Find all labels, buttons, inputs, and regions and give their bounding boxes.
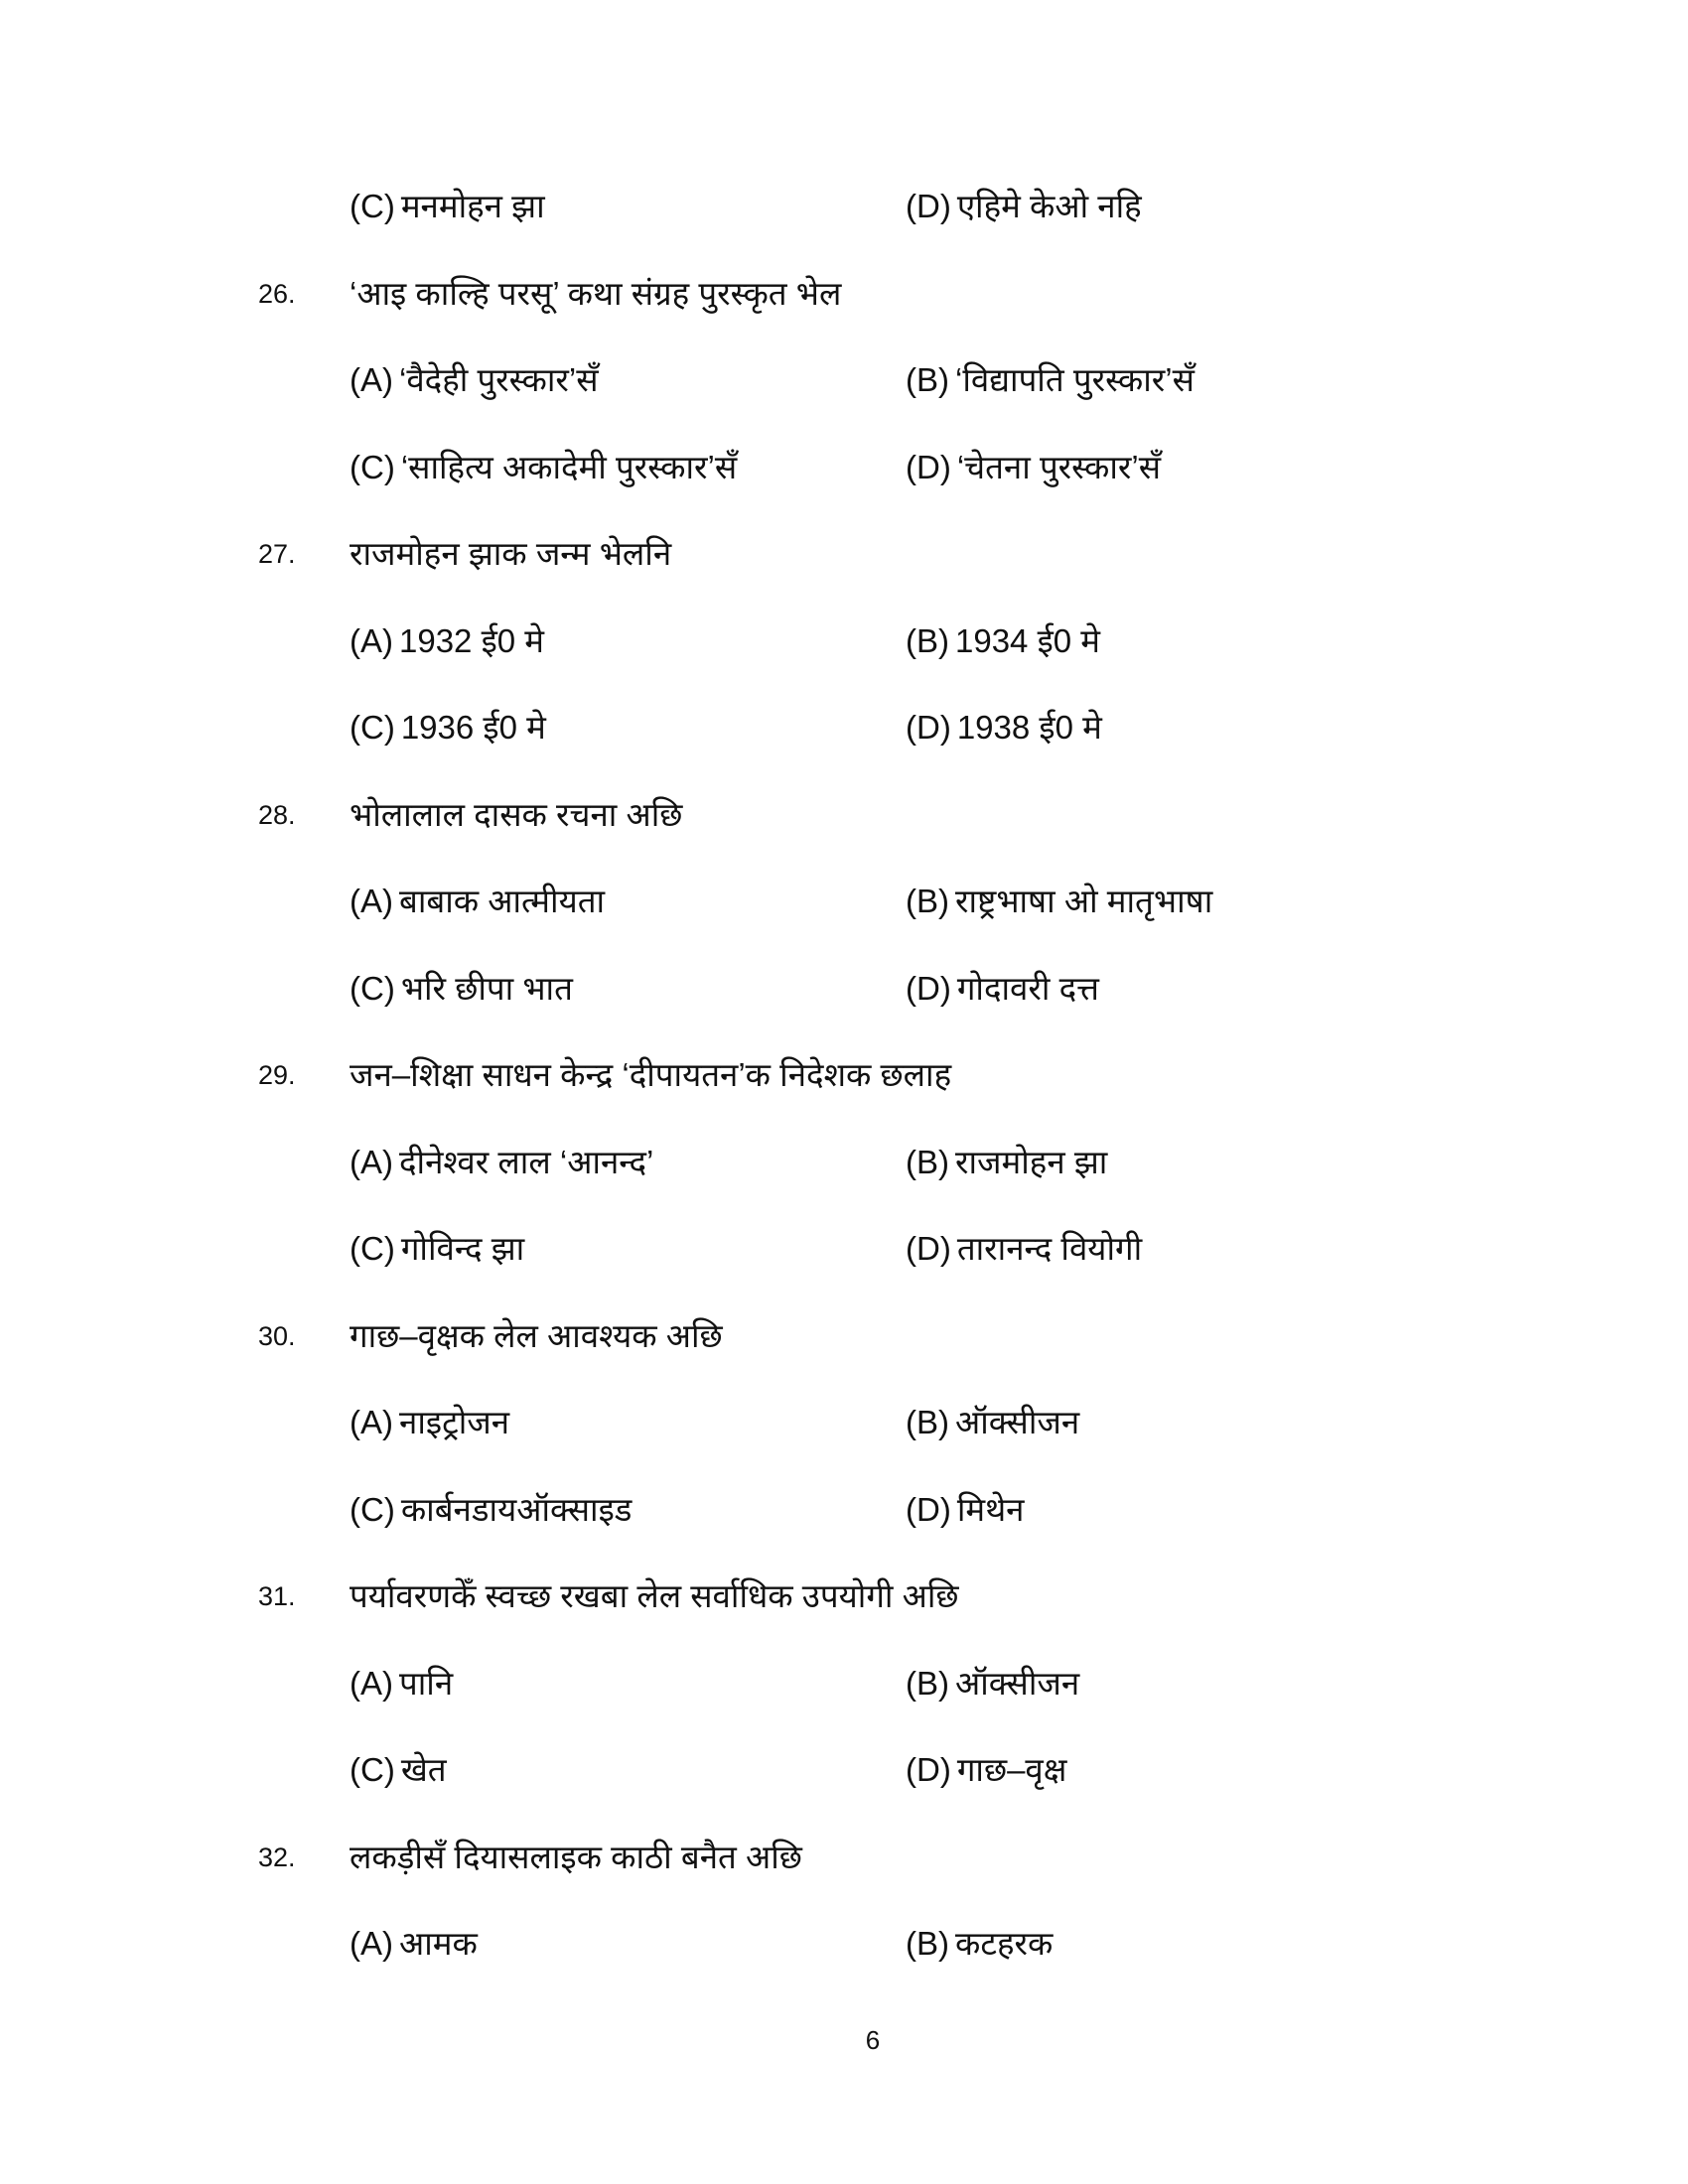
question-number: 32. — [258, 1843, 296, 1872]
option-b — [906, 358, 1195, 402]
option-text: 1938 ई0 मे — [956, 709, 1102, 746]
option-label: (A) — [350, 622, 393, 659]
option-a — [350, 1922, 478, 1966]
option-text: मनमोहन झा — [400, 188, 545, 224]
option-a — [350, 1141, 653, 1184]
option-d — [906, 1227, 1142, 1271]
option-d — [906, 967, 1099, 1011]
option-text: गाछ–वृक्ष — [956, 1751, 1067, 1788]
option-row — [0, 1488, 1688, 1532]
question-text: पर्यावरणकेँ स्वच्छ रखबा लेल सर्वाधिक उपयोगी अछि — [350, 1577, 959, 1614]
option-label: (B) — [906, 1404, 949, 1440]
option-text: एहिमे केओ नहि — [956, 188, 1142, 224]
option-row — [0, 185, 1688, 228]
question-31 — [0, 1574, 1688, 1618]
option-text: 1932 ई0 मे — [399, 622, 545, 659]
option-label: (B) — [906, 361, 949, 398]
option-text: ऑक्सीजन — [955, 1404, 1080, 1440]
question-32 — [0, 1836, 1688, 1879]
option-label: (B) — [906, 883, 949, 919]
question-text: लकड़ीसँ दियासलाइक काठी बनैत अछि — [350, 1839, 802, 1875]
option-label: (D) — [906, 1491, 951, 1528]
option-a — [350, 619, 544, 663]
option-text: राष्ट्रभाषा ओ मातृभाषा — [955, 883, 1213, 919]
option-row — [0, 446, 1688, 489]
option-label: (B) — [906, 1925, 949, 1962]
question-27 — [0, 532, 1688, 576]
question-26 — [0, 272, 1688, 316]
option-b — [906, 1662, 1079, 1706]
question-number: 30. — [258, 1321, 296, 1351]
option-c — [350, 1488, 632, 1532]
option-label: (D) — [906, 1751, 951, 1788]
option-label: (D) — [906, 1230, 951, 1267]
option-label: (A) — [350, 1144, 393, 1180]
option-c — [350, 1227, 524, 1271]
question-text: भोलालाल दासक रचना अछि — [350, 796, 683, 833]
option-row — [0, 619, 1688, 663]
option-label: (A) — [350, 1404, 393, 1440]
option-c — [350, 1748, 447, 1792]
question-number: 29. — [258, 1060, 296, 1090]
option-text: कार्बनडायऑक्साइड — [400, 1491, 633, 1528]
option-c — [350, 967, 573, 1011]
option-d — [906, 1488, 1025, 1532]
option-text: गोविन्द झा — [400, 1230, 525, 1267]
option-text: 1936 ई0 मे — [400, 709, 546, 746]
question-30 — [0, 1314, 1688, 1358]
question-29 — [0, 1053, 1688, 1097]
option-text: कटहरक — [955, 1925, 1054, 1962]
option-text: 1934 ई0 मे — [955, 622, 1101, 659]
option-text: पानि — [399, 1665, 454, 1702]
option-row — [0, 880, 1688, 923]
option-label: (D) — [906, 449, 951, 485]
option-b — [906, 1401, 1079, 1444]
option-a — [350, 1662, 453, 1706]
option-c — [350, 446, 737, 489]
question-number: 31. — [258, 1581, 296, 1611]
option-text: नाइट्रोजन — [399, 1404, 510, 1440]
option-row — [0, 967, 1688, 1011]
option-label: (A) — [350, 361, 393, 398]
option-label: (A) — [350, 883, 393, 919]
option-label: (C) — [350, 449, 395, 485]
option-row — [0, 358, 1688, 402]
option-label: (C) — [350, 188, 395, 224]
option-row — [0, 1748, 1688, 1792]
option-row — [0, 1922, 1688, 1966]
option-d — [906, 1748, 1066, 1792]
option-a — [350, 1401, 509, 1444]
option-label: (C) — [350, 970, 395, 1007]
option-text: ‘चेतना पुरस्कार’सँ — [956, 449, 1162, 485]
option-b — [906, 880, 1212, 923]
option-text: ‘वैदेही पुरस्कार’सँ — [399, 361, 599, 398]
page-number: 6 — [865, 2025, 881, 2055]
option-label: (C) — [350, 1751, 395, 1788]
option-label: (A) — [350, 1665, 393, 1702]
option-row — [0, 1141, 1688, 1184]
option-text: ऑक्सीजन — [955, 1665, 1080, 1702]
option-b — [906, 1141, 1107, 1184]
option-label: (C) — [350, 1491, 395, 1528]
option-label: (A) — [350, 1925, 393, 1962]
option-label: (D) — [906, 188, 951, 224]
option-label: (D) — [906, 709, 951, 746]
option-c — [350, 185, 545, 228]
option-row — [0, 1662, 1688, 1706]
option-text: भरि छीपा भात — [400, 970, 573, 1007]
option-label: (D) — [906, 970, 951, 1007]
option-a — [350, 880, 605, 923]
option-label: (C) — [350, 1230, 395, 1267]
option-text: मिथेन — [956, 1491, 1025, 1528]
option-b — [906, 619, 1100, 663]
option-text: तारानन्द वियोगी — [956, 1230, 1143, 1267]
option-text: राजमोहन झा — [955, 1144, 1108, 1180]
option-text: बाबाक आत्मीयता — [399, 883, 606, 919]
question-text: गाछ–वृक्षक लेल आवश्यक अछि — [350, 1317, 723, 1354]
option-a — [350, 358, 599, 402]
option-b — [906, 1922, 1053, 1966]
option-d — [906, 706, 1102, 750]
question-number: 27. — [258, 539, 296, 569]
option-row — [0, 706, 1688, 750]
question-number: 28. — [258, 800, 296, 830]
option-text: ‘विद्यापति पुरस्कार’सँ — [955, 361, 1195, 398]
question-text: राजमोहन झाक जन्म भेलनि — [350, 535, 672, 572]
option-row — [0, 1401, 1688, 1444]
option-label: (B) — [906, 1144, 949, 1180]
option-label: (B) — [906, 622, 949, 659]
option-text: गोदावरी दत्त — [956, 970, 1099, 1007]
option-d — [906, 185, 1142, 228]
option-text: आमक — [399, 1925, 478, 1962]
option-label: (B) — [906, 1665, 949, 1702]
option-row — [0, 1227, 1688, 1271]
option-text: ‘साहित्य अकादेमी पुरस्कार’सँ — [400, 449, 738, 485]
question-text: ‘आइ काल्हि परसू’ कथा संग्रह पुरस्कृत भेल — [350, 275, 842, 312]
question-text: जन–शिक्षा साधन केन्द्र ‘दीपायतन’क निदेशक छलाह — [350, 1056, 952, 1093]
option-c — [350, 706, 546, 750]
option-text: दीनेश्वर लाल ‘आनन्द’ — [399, 1144, 654, 1180]
question-number: 26. — [258, 279, 296, 309]
option-d — [906, 446, 1161, 489]
question-28 — [0, 793, 1688, 837]
option-text: खेत — [400, 1751, 447, 1788]
option-label: (C) — [350, 709, 395, 746]
